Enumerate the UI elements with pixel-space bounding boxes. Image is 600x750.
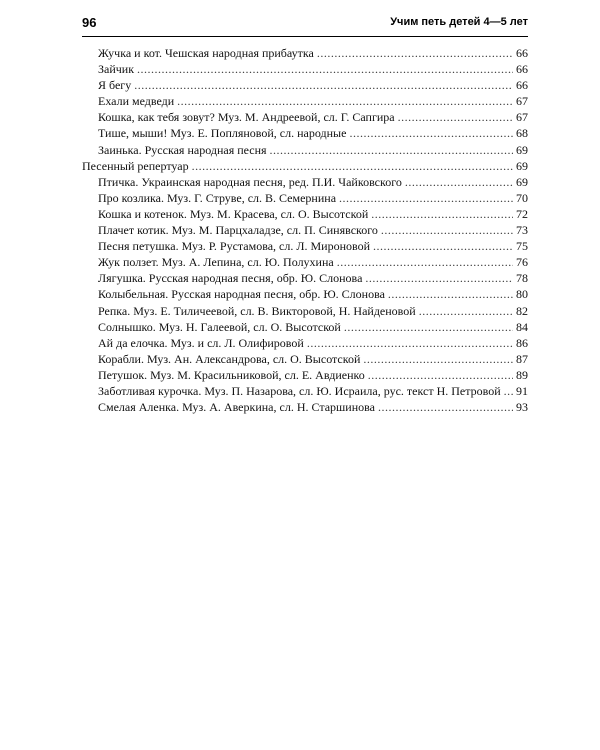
toc-entry-page: 69 bbox=[516, 174, 528, 189]
dot-leader bbox=[317, 46, 513, 61]
toc-entry bbox=[82, 110, 528, 126]
dot-leader bbox=[177, 94, 513, 109]
toc-entry-title: Колыбельная. Русская народная песня, обр. Ю. Слонова bbox=[98, 287, 385, 302]
dot-leader bbox=[192, 159, 513, 174]
toc-entry bbox=[82, 78, 528, 94]
toc-entry-page: 67 bbox=[516, 110, 528, 125]
toc-entry-page: 75 bbox=[516, 239, 528, 254]
toc-entry-page: 66 bbox=[516, 62, 528, 77]
dot-leader bbox=[398, 110, 513, 125]
toc-entry-page: 87 bbox=[516, 351, 528, 366]
toc-entry-title: Я бегу bbox=[98, 78, 132, 93]
toc-entry-page: 86 bbox=[516, 335, 528, 350]
toc-entry bbox=[82, 239, 528, 255]
toc-entry bbox=[82, 94, 528, 110]
toc-entry-title: Плачет котик. Муз. М. Парцхаладзе, сл. П. Синявского bbox=[98, 223, 378, 238]
toc-entry bbox=[82, 143, 528, 159]
toc-entry-title: Жучка и кот. Чешская народная прибаутка bbox=[98, 46, 314, 60]
toc-entry bbox=[82, 126, 528, 142]
dot-leader bbox=[137, 62, 513, 77]
toc-entry-title: Солнышко. Муз. Н. Галеевой, сл. О. Высотской bbox=[98, 319, 341, 334]
toc-entry-page: 91 bbox=[516, 383, 528, 398]
dot-leader bbox=[378, 400, 513, 415]
toc-entry-page: 72 bbox=[516, 206, 528, 221]
dot-leader bbox=[373, 239, 513, 254]
toc-entry-page: 73 bbox=[516, 223, 528, 238]
toc-entry bbox=[82, 287, 528, 303]
toc-entry bbox=[82, 400, 528, 416]
toc-entry-page: 82 bbox=[516, 303, 528, 318]
toc-entry-title: Корабли. Муз. Ан. Александрова, сл. О. Высотской bbox=[98, 351, 361, 366]
toc-entry-page: 93 bbox=[516, 400, 528, 415]
toc-entry-title: Ай да елочка. Муз. и сл. Л. Олифировой bbox=[98, 335, 304, 350]
toc-entry-title: Заинька. Русская народная песня bbox=[98, 142, 267, 157]
toc-entry-title: Зайчик bbox=[98, 62, 135, 77]
dot-leader bbox=[339, 191, 513, 206]
running-title: Учим петь детей 4—5 лет bbox=[390, 16, 528, 28]
dot-leader bbox=[504, 384, 513, 399]
toc-entry bbox=[82, 304, 528, 320]
toc-entry bbox=[82, 255, 528, 271]
toc-entry-page: 66 bbox=[516, 78, 528, 93]
dot-leader bbox=[344, 320, 513, 335]
dot-leader bbox=[363, 352, 513, 367]
dot-leader bbox=[134, 78, 513, 93]
toc-entry-title: Смелая Аленка. Муз. А. Аверкина, сл. Н. Старшинова bbox=[98, 400, 375, 415]
toc-entry-page: 69 bbox=[516, 158, 528, 173]
toc-entry-title: Ехали медведи bbox=[98, 94, 175, 109]
dot-leader bbox=[381, 223, 513, 238]
toc-entry-page: 70 bbox=[516, 190, 528, 205]
toc-entry-title: Репка. Муз. Е. Тиличеевой, сл. В. Викторовой, Н. Найденовой bbox=[98, 303, 416, 318]
dot-leader bbox=[405, 175, 513, 190]
dot-leader bbox=[349, 126, 513, 141]
toc-section-heading bbox=[82, 159, 528, 175]
toc-entry-page: 76 bbox=[516, 255, 528, 270]
toc-entry bbox=[82, 352, 528, 368]
toc-entry-title: Лягушка. Русская народная песня, обр. Ю. Слонова bbox=[98, 271, 363, 286]
toc-entry-title: Песенный репертуар bbox=[82, 158, 189, 173]
toc-entry bbox=[82, 368, 528, 384]
toc-entry-title: Птичка. Украинская народная песня, ред. П.И. Чайковского bbox=[98, 174, 402, 189]
toc-entry bbox=[82, 46, 528, 62]
toc-entry bbox=[82, 223, 528, 239]
toc-entry-page: 66 bbox=[516, 46, 528, 60]
page-number: 96 bbox=[82, 15, 97, 30]
toc-entry-title: Петушок. Муз. М. Красильниковой, сл. Е. Авдиенко bbox=[98, 367, 365, 382]
toc-entry-page: 89 bbox=[516, 367, 528, 382]
toc-entry bbox=[82, 207, 528, 223]
dot-leader bbox=[337, 255, 513, 270]
toc-entry-title: Заботливая курочка. Муз. П. Назарова, сл. Ю. Исраила, рус. текст Н. Петровой bbox=[98, 383, 501, 398]
dot-leader bbox=[365, 271, 513, 286]
toc-entry bbox=[82, 384, 528, 400]
toc-entry bbox=[82, 320, 528, 336]
table-of-contents bbox=[82, 46, 528, 416]
dot-leader bbox=[419, 304, 513, 319]
toc-entry-title: Кошка и котенок. Муз. М. Красева, сл. О. Высотской bbox=[98, 206, 369, 221]
toc-entry-page: 69 bbox=[516, 142, 528, 157]
toc-entry-page: 80 bbox=[516, 287, 528, 302]
toc-entry-title: Кошка, как тебя зовут? Муз. М. Андреевой, сл. Г. Сапгира bbox=[98, 110, 395, 125]
dot-leader bbox=[371, 207, 513, 222]
toc-entry bbox=[82, 336, 528, 352]
toc-entry-title: Тише, мыши! Муз. Е. Поплянoвой, сл. народные bbox=[98, 126, 347, 141]
toc-entry bbox=[82, 191, 528, 207]
toc-entry bbox=[82, 271, 528, 287]
toc-entry-page: 68 bbox=[516, 126, 528, 141]
toc-entry bbox=[82, 175, 528, 191]
toc-entry-title: Про козлика. Муз. Г. Струве, сл. В. Семернина bbox=[98, 190, 337, 205]
dot-leader bbox=[270, 143, 513, 158]
dot-leader bbox=[307, 336, 513, 351]
page-header bbox=[82, 14, 528, 37]
toc-entry-title: Жук ползет. Муз. А. Лепина, сл. Ю. Полухина bbox=[98, 255, 334, 270]
dot-leader bbox=[388, 287, 513, 302]
toc-entry-page: 78 bbox=[516, 271, 528, 286]
toc-entry-page: 67 bbox=[516, 94, 528, 109]
dot-leader bbox=[368, 368, 513, 383]
toc-entry bbox=[82, 62, 528, 78]
toc-entry-title: Песня петушка. Муз. Р. Рустамова, сл. Л. Мироновой bbox=[98, 239, 371, 254]
toc-entry-page: 84 bbox=[516, 319, 528, 334]
